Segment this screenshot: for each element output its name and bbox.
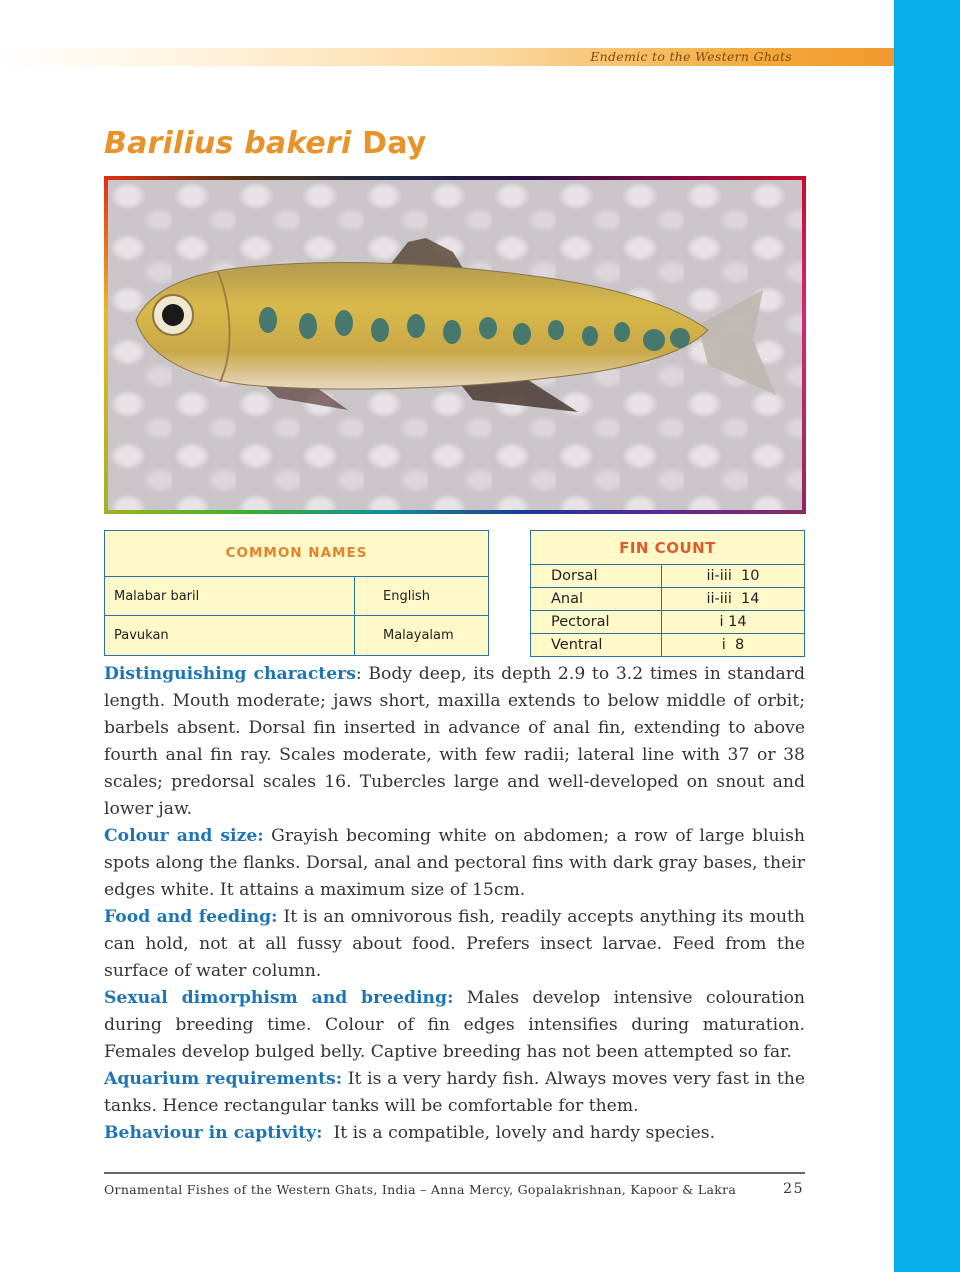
- flank-spot: [335, 310, 353, 336]
- flank-spot: [582, 326, 598, 346]
- table-row: [531, 565, 805, 588]
- table-row: [105, 616, 489, 656]
- section-text: It is a compatible, lovely and hardy species.: [333, 1123, 716, 1143]
- species-genus: Barilius: [104, 126, 234, 161]
- fin-count-value: ii-iii 10: [662, 565, 805, 588]
- fish-photo: [108, 180, 802, 510]
- flank-spot: [299, 313, 317, 339]
- section-separator: [453, 988, 466, 1008]
- flank-spot: [513, 323, 531, 345]
- fin-name: Ventral: [531, 634, 662, 657]
- description: [104, 661, 805, 1147]
- section-behaviour-in-captivity: [104, 1120, 805, 1147]
- section-separator: :: [355, 664, 369, 684]
- common-name: Pavukan: [105, 616, 355, 656]
- table-row: [531, 634, 805, 657]
- section-sexual-dimorphism: [104, 985, 805, 1066]
- flank-spot: [407, 314, 425, 338]
- flank-spot: [614, 322, 630, 342]
- section-text: It is an omnivorous fish, readily accepts anything its mouth can hold, not at all fussy about food. Prefers insect larvae. Feed from the surface of water column.: [104, 907, 806, 981]
- section-aquarium-requirements: [104, 1066, 805, 1120]
- section-food-and-feeding: [104, 904, 805, 985]
- table-row: [531, 588, 805, 611]
- flank-spot: [259, 307, 277, 333]
- section-label: Colour and size:: [104, 826, 264, 846]
- section-separator: [323, 1123, 334, 1143]
- tail-fin: [698, 290, 776, 395]
- fin-count-value: i 14: [662, 611, 805, 634]
- section-text: Body deep, its depth 2.9 to 3.2 times in standard length. Mouth moderate; jaws short, maxilla extends to below middle of orbit; barbels absent. Dorsal fin inserted in advance of anal fin, extending to above fourth anal fin ray. Scales moderate, with few radii; lateral line with 37 or 38 scales; predorsal scales 16. Tubercles large and well-developed on snout and lower jaw.: [104, 664, 805, 819]
- common-name-language: English: [355, 576, 489, 616]
- section-label: Distinguishing characters: [104, 664, 356, 684]
- species-epithet: bakeri: [244, 126, 352, 161]
- fish-pupil: [162, 304, 184, 326]
- page-number: 25: [783, 1181, 804, 1197]
- flank-spot: [670, 328, 690, 348]
- footer-divider: [104, 1172, 805, 1174]
- section-text: Grayish becoming white on abdomen; a row of large bluish spots along the flanks. Dorsal, anal and pectoral fins with dark gray bases, their edges white. It attains a maximum size of 15cm.: [104, 826, 806, 900]
- photo-frame: [104, 176, 806, 514]
- fin-name: Anal: [531, 588, 662, 611]
- common-name-language: Malayalam: [355, 616, 489, 656]
- table-row: [105, 576, 489, 616]
- species-author: Day: [362, 126, 427, 161]
- fish-illustration: [108, 180, 802, 510]
- running-header: Endemic to the Western Ghats: [590, 49, 792, 64]
- flank-spot: [479, 317, 497, 339]
- fin-count-heading: FIN COUNT: [531, 531, 805, 565]
- section-colour-and-size: [104, 823, 805, 904]
- side-color-bar: [894, 0, 960, 1272]
- section-distinguishing-characters: [104, 661, 805, 823]
- flank-spot: [643, 329, 665, 351]
- fin-name: Pectoral: [531, 611, 662, 634]
- fin-count-value: i 8: [662, 634, 805, 657]
- flank-spot: [548, 320, 564, 340]
- fin-name: Dorsal: [531, 565, 662, 588]
- section-text: It is a very hardy fish. Always moves very fast in the tanks. Hence rectangular tanks will be comfortable for them.: [104, 1069, 805, 1116]
- section-label: Sexual dimorphism and breeding:: [104, 988, 454, 1008]
- section-text: Males develop intensive colouration during breeding time. Colour of fin edges intensifies during maturation. Females develop bulged belly. Captive breeding has not been attempted so far.: [104, 988, 805, 1062]
- table-row: [531, 611, 805, 634]
- footer-citation: Ornamental Fishes of the Western Ghats, India – Anna Mercy, Gopalakrishnan, Kapoor & Lakra: [104, 1182, 737, 1197]
- section-label: Aquarium requirements:: [104, 1069, 343, 1089]
- common-name: Malabar baril: [105, 576, 355, 616]
- section-label: Food and feeding:: [104, 907, 278, 927]
- common-names-heading: COMMON NAMES: [105, 531, 489, 577]
- species-title: [104, 126, 427, 161]
- fin-count-table: [530, 530, 805, 657]
- common-names-table: [104, 530, 489, 656]
- flank-spot: [443, 320, 461, 344]
- section-label: Behaviour in captivity:: [104, 1123, 323, 1143]
- flank-spot: [371, 318, 389, 342]
- fin-count-value: ii-iii 14: [662, 588, 805, 611]
